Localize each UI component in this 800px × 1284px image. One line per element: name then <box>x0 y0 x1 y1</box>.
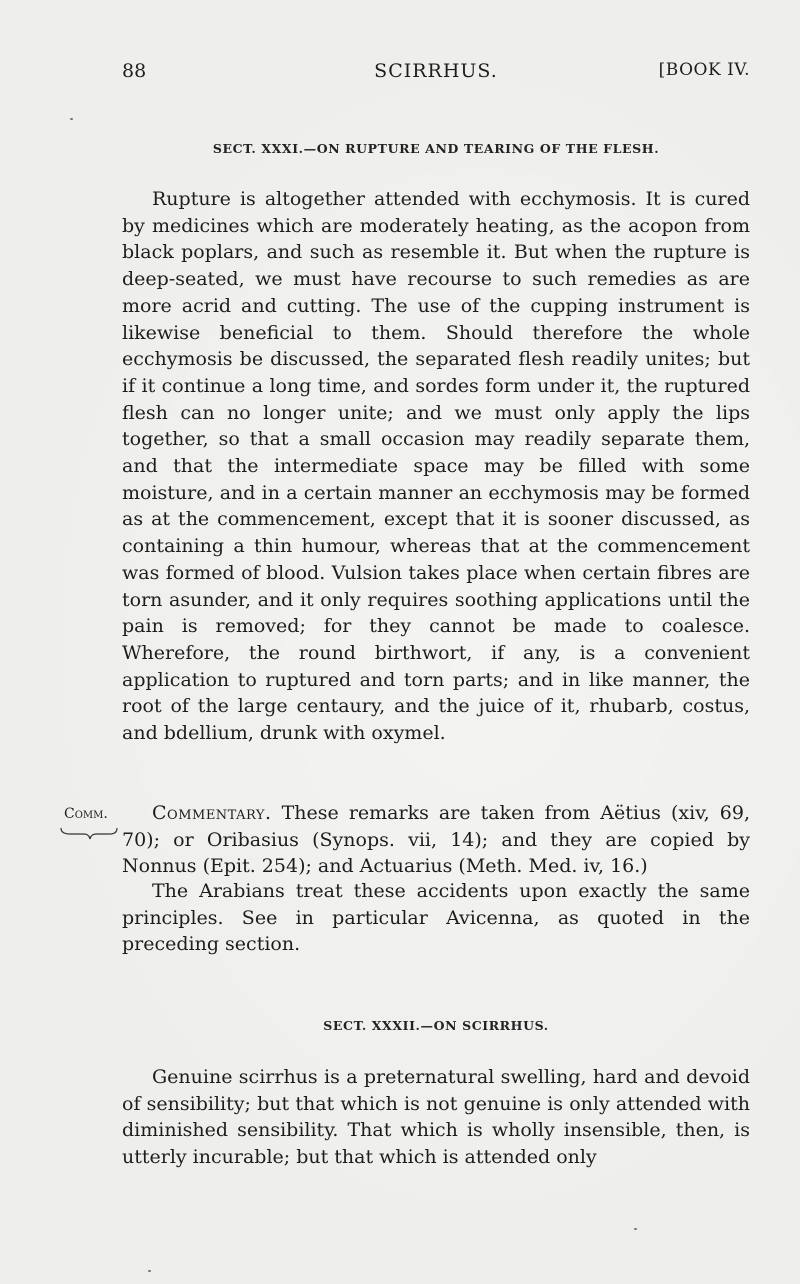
margin-brace-icon <box>60 826 118 840</box>
paper-speck <box>634 1228 637 1230</box>
section-heading-xxxii: SECT. XXXII.—ON SCIRRHUS. <box>323 1018 549 1033</box>
section-xxxii-paragraph: Genuine scirrhus is a preternatural swelling, hard and devoid of sensibility; but that which is not genuine is only attended with diminished sensibility. That which is wholly insensible, then, is utterly incurable; but that which is attended only <box>122 1066 750 1169</box>
running-header <box>122 60 750 88</box>
commentary-paragraph <box>122 800 750 880</box>
book-label: [BOOK IV. <box>658 60 750 80</box>
section-heading-xxxi: SECT. XXXI.—ON RUPTURE AND TEARING OF THE FLESH. <box>212 141 660 156</box>
margin-note-comm: Comm. <box>64 806 108 822</box>
running-title: SCIRRHUS. <box>374 60 498 82</box>
commentary-paragraph-2: The Arabians treat these accidents upon exactly the same principles. See in particular Avicenna, as quoted in the preceding section. <box>122 880 750 956</box>
page-number: 88 <box>122 60 147 82</box>
paper-speck <box>70 118 73 120</box>
commentary-text: These remarks are taken from Aëtius (xiv, 69, 70); or Oribasius (Synops. vii, 14); and they are copied by Nonnus (Epit. 254); and Actuarius (Meth. Med. iv, 16.) <box>122 802 750 878</box>
paper-speck <box>148 1270 151 1272</box>
section-xxxi-paragraph: Rupture is altogether attended with ecchymosis. It is cured by medicines which are moderately heating, as the acopon from black poplars, and such as resemble it. But when the rupture is deep-seated, we must have recourse to such remedies as are more acrid and cutting. The use of the cupping instrument is likewise beneficial to them. Should therefore the whole ecchymosis be discussed, the separated flesh readily unites; but if it continue a long time, and sordes form under it, the ruptured flesh can no longer unite; and we must only apply the lips together, so that a small occasion may readily separate them, and that the intermediate space may be filled with some moisture, and in a certain manner an ecchymosis may be formed as at the commencement, except that it is sooner discussed, as containing a thin humour, whereas that at the commencement was formed of blood. Vulsion takes place when certain fibres are torn asunder, and it only requires soothing applications until the pain is removed; for they cannot be made to coalesce. Wherefore, the round birthwort, if any, is a convenient application to ruptured and torn parts; and in like manner, the root of the large centaury, and the juice of it, rhubarb, costus, and bdellium, drunk with oxymel. <box>122 188 750 745</box>
commentary-label: Commentary. <box>152 802 272 824</box>
